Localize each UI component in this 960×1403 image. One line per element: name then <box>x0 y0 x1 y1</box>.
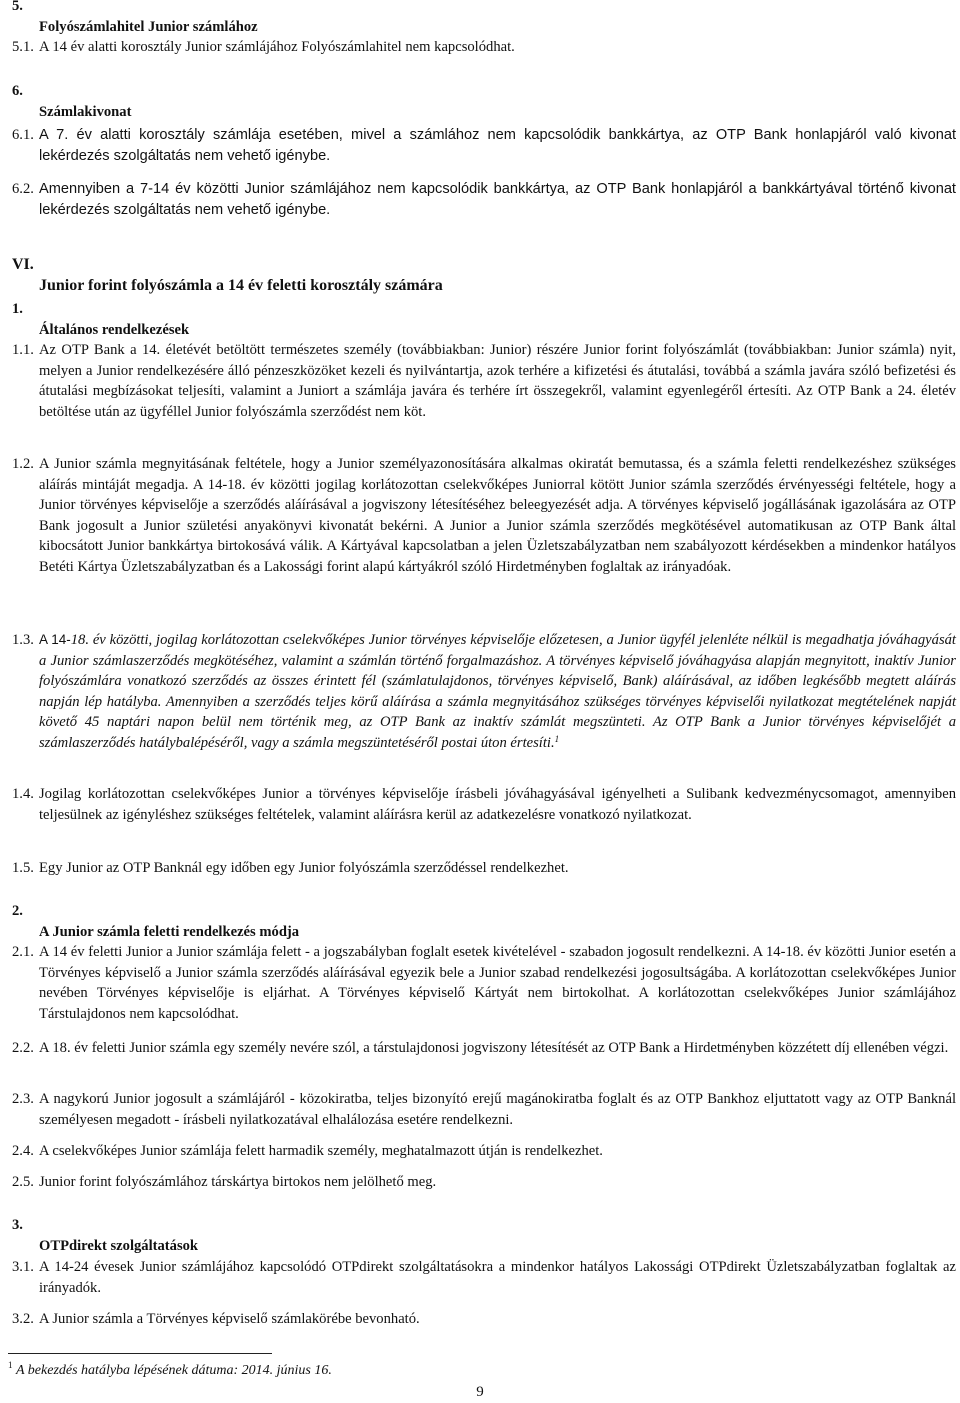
paragraph-1-2: 1.2. A Junior számla megnyitásának feltétele, hogy a Junior személyazonosítására alkalmas okiratát bemutassa, és a számla feletti rendelkezéshez szükséges aláírás mintáját megadja. A 14-18. év közötti jogilag korlátozottan cselekvőképes Juniorral kötött Junior számla szerződés érvényességi feltétele, hogy a Junior törvényes képviselője a szerződés aláírásával a jogviszony létesítéséhez beleegyezését adja. A törvényes képviselő jogállásának igazolására az OTP Bank jogosult a Junior születési anyakönyvi kivonatát bekérni. A Junior a Junior számla szerződés megkötésével automatikusan az OTP Bank által kibocsátott Junior bankkártya birtokosává válik. A Kártyával kapcsolatban a jelen Üzletszabályzatban nem szabályozott kérdésekben a mindenkor hatályos Betéti Kártya Üzletszabályzatban és a Lakossági forint alapú kártyákról szóló Hirdetményben foglaltak az irányadóak. <box>12 456 956 575</box>
section-heading-6: 6. Számlakivonat <box>12 83 132 120</box>
paragraph-3-1: 3.1. A 14-24 évesek Junior számlájához kapcsolódó OTPdirekt szolgáltatásokra a mindenkor hatályos Lakossági OTPdirekt Üzletszabályzatban foglaltak az irányadók. <box>12 1259 956 1296</box>
paragraph-2-3: 2.3. A nagykorú Junior jogosult a számlájáról - közokiratba, teljes bizonyító erejű magánokiratba foglalt és az OTP Bankhoz eljuttatott vagy az OTP Banknál személyesen megadott - írásbeli nyilatkozatával elhalálozása esetére rendelkezni. <box>12 1091 956 1128</box>
footnote <box>8 1361 332 1382</box>
paragraph-5-1: 5.1. A 14 év alatti korosztály Junior számlájához Folyószámlahitel nem kapcsolódhat. <box>12 39 515 55</box>
section-heading-2: 2. A Junior számla feletti rendelkezés módja <box>12 903 300 940</box>
section-heading-5: 5. Folyószámlahitel Junior számlához <box>12 0 258 35</box>
paragraph-2-2: 2.2. A 18. év feletti Junior számla egy személy nevére szól, a társtulajdonosi jogviszony létesítését az OTP Bank a Hirdetményben közzétett díj ellenében végzi. <box>12 1040 949 1056</box>
footnote-divider <box>8 1353 272 1354</box>
footnote-ref[interactable]: 1 <box>554 733 560 744</box>
paragraph-3-2: 3.2. A Junior számla a Törvényes képviselő számlakörébe bevonható. <box>12 1311 420 1327</box>
chapter-heading-vi: VI. Junior forint folyószámla a 14 év feletti korosztály számára <box>12 256 443 294</box>
paragraph-1-1: 1.1. Az OTP Bank a 14. életévét betöltött természetes személy (továbbiakban: Junior) részére Junior forint folyószámlát (továbbiakban: Junior számla) nyit, melyen a Junior rendelkezésére álló pénzeszközöket kezeli és nyilvántartja, azok terhére a kifizetési és átutalási, továbbá a számla javára szóló befizetési és átutalási megbízásokat teljesíti, valamint a Juniort a számlája javára és terhére írt összegekről, valamint egyenlegéről értesíti. Az OTP Bank a 24. életév betöltése után az ügyféllel Junior folyószámla szerződést nem köt. <box>12 342 956 420</box>
section-heading-1: 1. Általános rendelkezések <box>12 301 190 338</box>
paragraph-2-1: 2.1. A 14 év feletti Junior a Junior számlája felett - a jogszabályban foglalt esetek kivételével - szabadon jogosult rendelkezni. A 14-18. év közötti Junior esetén a Törvényes képviselő a Junior számla szerződés aláírásával egyezik bele a Junior szabad rendelkezési jogosultságába. A korlátozottan cselekvőképes Junior nevében Törvényes képviselője is eljárhat. A Törvényes képviselő Kártyát nem birtokolhat. A korlátozottan cselekvőképes Junior számlájához Társtulajdonos nem kapcsolódhat. <box>12 944 956 1022</box>
paragraph-2-5: 2.5. Junior forint folyószámlához társkártya birtokos nem jelölhető meg. <box>12 1174 437 1190</box>
paragraph-6-2: 6.2. Amennyiben a 7-14 év közötti Junior számlájához nem kapcsolódik bankkártya, az OTP Bank honlapjáról a bankkártyával történő kivonat lekérdezés szolgáltatás nem vehető igénybe. <box>12 181 956 218</box>
footnote-text: A bekezdés hatályba lépésének dátuma: 2014. június 16. <box>16 1363 332 1378</box>
paragraph-1-5: 1.5. Egy Junior az OTP Banknál egy időben egy Junior folyószámla szerződéssel rendelkezhet. <box>12 860 569 876</box>
paragraph-1-3: 1.3. A 14-18. év közötti, jogilag korlátozottan cselekvőképes Junior törvényes képviselője előzetesen, a Junior ügyfél jelenléte nélkül is megadhatja jóváhagyását a Junior számlaszerződés megkötéséhez, valamint a számlán történő forgalmazáshoz. A törvényes képviselő jóváhagyása alapján megnyitott, inaktív Junior folyószámlára vonatkozó szerződés az összes érintett fél (számlatulajdonos, törvényes képviselő, Bank) aláírásával, az időben legkésőbb megtett aláírás napján lép hatályba. Amennyiben a szerződés teljes körű aláírása a számla megnyitásához szükséges törvényes képviselői nyilatkozat megtételének napját követő 45 naptári napon belül nem történik meg, az OTP Bank az inaktív számlát megszünteti. Az OTP Bank a Junior törvényes képviselőjét a számlaszerződés hatálybalépéséről, vagy a számla megszüntetéséről postai úton értesíti.$^1$ <box>12 632 956 751</box>
footnote-marker: 1 <box>8 1360 13 1370</box>
paragraph-6-1: 6.1. A 7. év alatti korosztály számlája esetében, mivel a számlához nem kapcsolódik bankkártya, az OTP Bank honlapjáról való kivonat lekérdezés szolgáltatás nem vehető igénybe. <box>12 127 956 164</box>
paragraph-1-4: 1.4. Jogilag korlátozottan cselekvőképes Junior a törvényes képviselője írásbeli jóváhagyásával igényelheti a Sulibank kedvezménycsomagot, amennyiben teljesülnek az igényléshez szükséges feltételek, valamint aláírásra kerül az adatkezelésre vonatkozó nyilatkozat. <box>12 786 956 823</box>
page-number: 9 <box>476 1384 484 1400</box>
section-heading-3: 3. OTPdirekt szolgáltatások <box>12 1217 199 1254</box>
paragraph-2-4: 2.4. A cselekvőképes Junior számlája felett harmadik személy, meghatalmazott útján is rendelkezhet. <box>12 1143 603 1159</box>
